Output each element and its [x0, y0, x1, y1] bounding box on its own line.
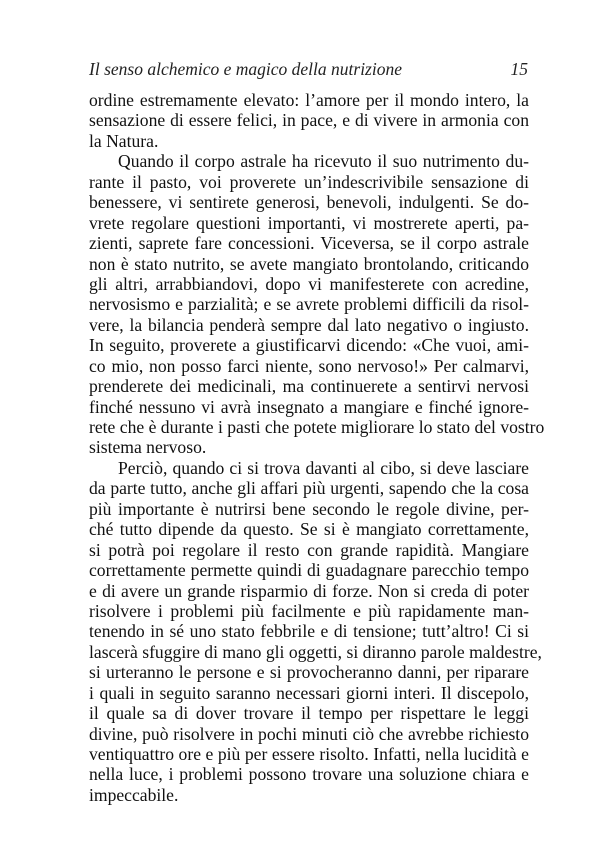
- text-line: non è stato nutrito, se avete mangiato brontolando, criticando: [89, 253, 529, 274]
- text-line: sensazione di essere felici, in pace, e di vivere in armonia con: [89, 110, 529, 131]
- text-line: rante il pasto, voi proverete un’indescrivibile sensazione di: [89, 171, 529, 192]
- text-line: correttamente permette quindi di guadagnare parecchio tempo: [89, 560, 529, 581]
- text-line: si potrà poi regolare il resto con grande rapidità. Mangiare: [89, 539, 529, 560]
- text-line: rete che è durante i pasti che potete migliorare lo stato del vostro: [89, 417, 545, 437]
- paragraph-2: [89, 151, 545, 458]
- text-line: nervosismo e parzialità; e se avrete problemi difficili da risol-: [89, 294, 529, 315]
- text-line: divine, può risolvere in pochi minuti ciò che avrebbe richiesto: [89, 723, 529, 744]
- text-line: In seguito, proverete a giustificarvi dicendo: «Che vuoi, ami-: [89, 335, 529, 356]
- text-line: finché nessuno vi avrà insegnato a mangiare e finché ignore-: [89, 396, 529, 417]
- text-line: la Natura.: [89, 130, 159, 151]
- text-line: ventiquattro ore e più per essere risolto. Infatti, nella lucidità e: [89, 744, 529, 764]
- text-line: zienti, saprete fare concessioni. Viceversa, se il corpo astrale: [89, 233, 529, 254]
- text-line: sistema nervoso.: [89, 437, 207, 458]
- running-title: Il senso alchemico e magico della nutrizione: [89, 59, 402, 79]
- text-line: e di avere un grande risparmio di forze. Non si creda di poter: [89, 580, 529, 601]
- text-line: prenderete dei medicinali, ma continuerete a sentirvi nervosi: [89, 376, 529, 397]
- text-line: Quando il corpo astrale ha ricevuto il suo nutrimento du-: [118, 151, 529, 172]
- text-line: lascerà sfuggire di mano gli oggetti, si diranno parole maldestre,: [89, 641, 542, 662]
- text-line: impeccabile.: [89, 784, 179, 805]
- text-line: ordine estremamente elevato: l’amore per il mondo intero, la: [89, 90, 529, 110]
- book-page: [89, 56, 545, 805]
- text-line: vere, la bilancia penderà sempre dal lato negativo o ingiusto.: [89, 314, 529, 335]
- text-line: i quali in seguito saranno necessari giorni interi. Il discepolo,: [89, 682, 529, 703]
- text-line: vrete regolare questioni importanti, vi mostrerete aperti, pa-: [89, 212, 529, 233]
- text-line: Perciò, quando ci si trova davanti al cibo, si deve lasciare: [118, 457, 529, 478]
- page-number: 15: [510, 59, 528, 79]
- text-line: risolvere i problemi più facilmente e più rapidamente man-: [89, 600, 529, 621]
- text-line: gli altri, arrabbiandovi, dopo vi manifesterete con acredine,: [89, 273, 529, 294]
- text-line: da parte tutto, anche gli affari più urgenti, sapendo che la cosa: [89, 478, 529, 499]
- text-line: il quale sa di dover trovare il tempo per rispettare le leggi: [89, 703, 529, 724]
- paragraph-3: [89, 457, 542, 805]
- text-line: benessere, vi sentirete generosi, benevoli, indulgenti. Se do-: [89, 192, 529, 213]
- paragraph-1: [89, 90, 529, 151]
- text-line: ché tutto dipende da questo. Se si è mangiato correttamente,: [89, 519, 529, 540]
- text-line: tenendo in sé uno stato febbrile e di tensione; tutt’altro! Ci si: [89, 621, 529, 642]
- text-line: nella luce, i problemi possono trovare una soluzione chiara e: [89, 764, 529, 785]
- text-line: co mio, non posso farci niente, sono nervoso!» Per calmarvi,: [89, 355, 529, 376]
- text-line: più importante è nutrirsi bene secondo le regole divine, per-: [89, 498, 529, 519]
- running-header: [89, 56, 529, 82]
- text-line: si urteranno le persone e si provocheranno danni, per riparare: [89, 662, 529, 683]
- body-text: [89, 90, 545, 805]
